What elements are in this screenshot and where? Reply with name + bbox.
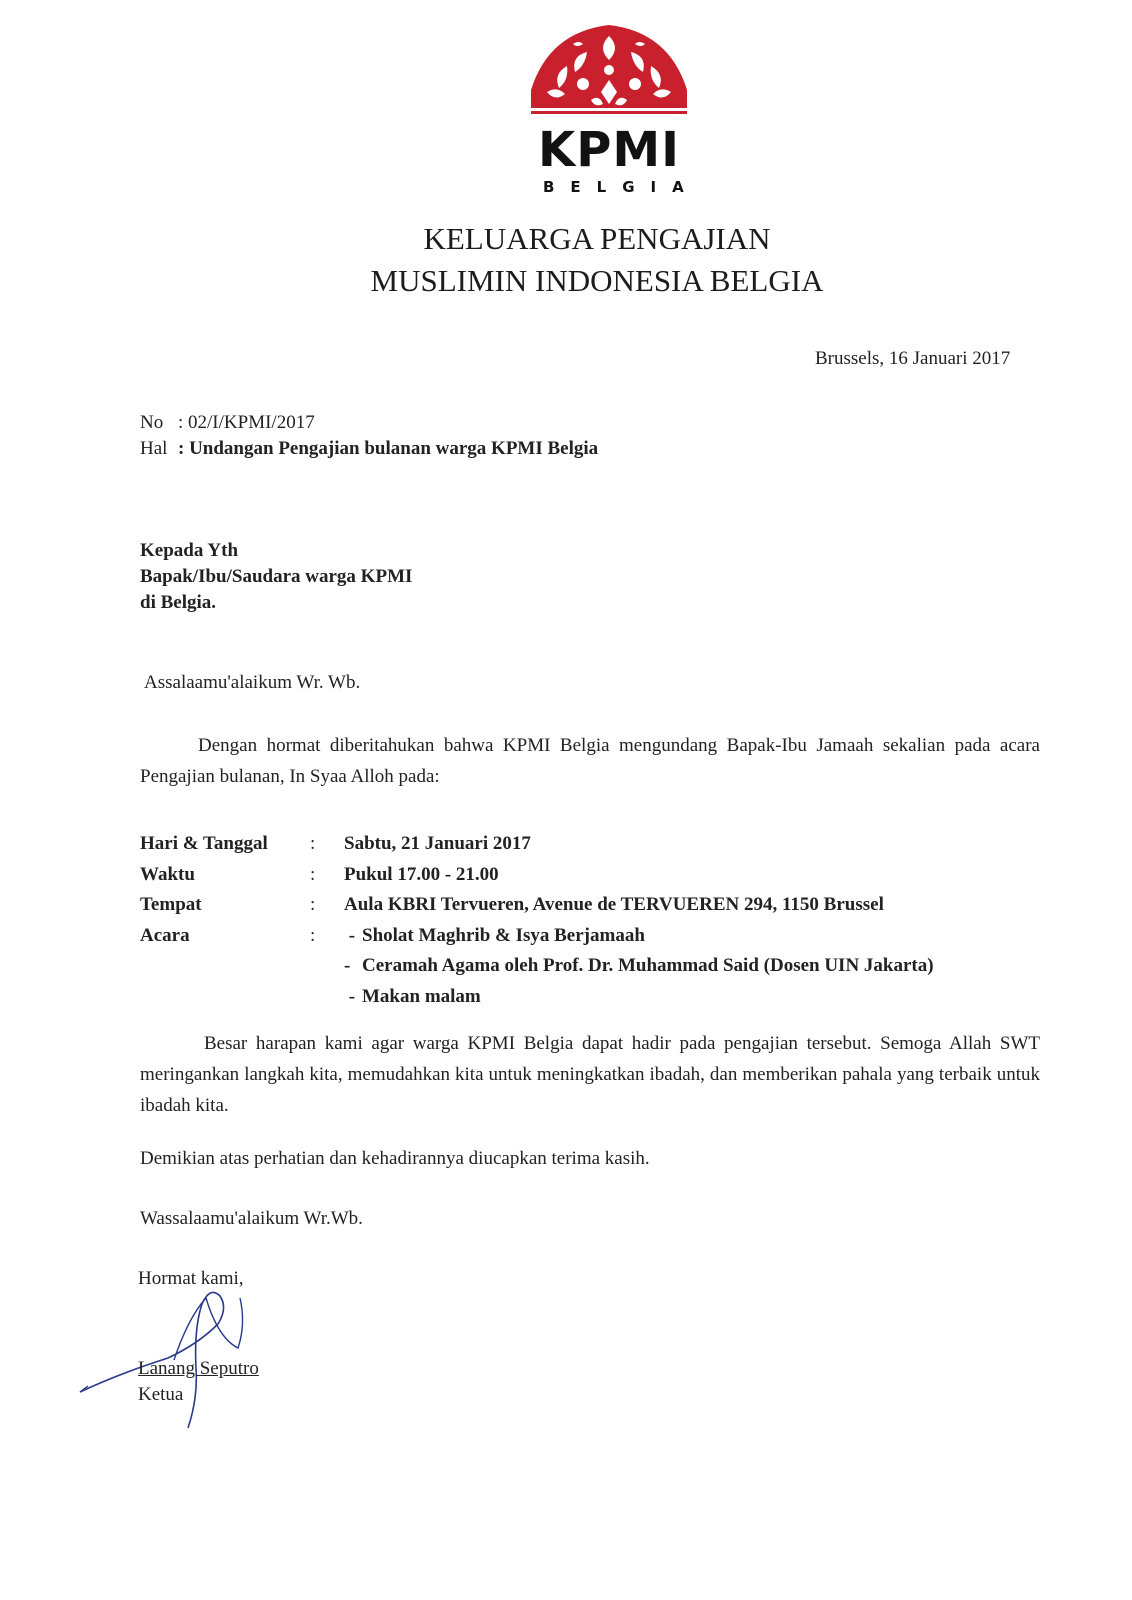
subject-label: Hal xyxy=(140,438,168,459)
agenda-item-text: Sholat Maghrib & Isya Berjamaah xyxy=(362,924,645,946)
agenda-item: - Makan malam xyxy=(344,985,481,1007)
recipient-line-2: Bapak/Ibu/Saudara warga KPMI xyxy=(140,566,413,587)
event-details xyxy=(140,833,1060,1016)
recipient-line-3: di Belgia. xyxy=(140,592,217,613)
recipient-line-1: Kepada Yth xyxy=(140,540,239,561)
regards-text: Hormat kami, xyxy=(138,1268,244,1289)
agenda-label: Acara xyxy=(140,924,190,946)
intro-paragraph: Dengan hormat diberitahukan bahwa KPMI Belgia mengundang Bapak-Ibu Jamaah sekalian pada acara Pengajian bulanan, In Syaa Alloh pada: xyxy=(140,735,1040,787)
logo-wordmark: KPMI xyxy=(538,122,680,178)
opening-greeting: Assalaamu'alaikum Wr. Wb. xyxy=(144,672,361,693)
date-label: Hari & Tanggal xyxy=(140,833,268,854)
closing-greeting: Wassalaamu'alaikum Wr.Wb. xyxy=(140,1208,363,1229)
reference-number-label: No xyxy=(140,412,164,433)
closing-sentence: Demikian atas perhatian dan kehadirannya diucapkan terima kasih. xyxy=(140,1148,650,1169)
separator: : xyxy=(310,924,316,946)
kpmi-logo xyxy=(527,22,700,197)
signatory-role: Ketua xyxy=(138,1384,184,1405)
separator: : xyxy=(310,894,316,915)
detail-row-agenda-2 xyxy=(140,955,1060,986)
agenda-item-text: Makan malam xyxy=(362,985,481,1007)
detail-row-time xyxy=(140,864,1060,895)
letter-date: Brussels, 16 Januari 2017 xyxy=(815,348,1011,369)
detail-row-place xyxy=(140,894,1060,925)
agenda-item: - Ceramah Agama oleh Prof. Dr. Muhammad Said (Dosen UIN Jakarta) xyxy=(344,955,934,976)
date-value: Sabtu, 21 Januari 2017 xyxy=(344,833,531,854)
time-value: Pukul 17.00 - 21.00 xyxy=(344,863,499,885)
org-title-line-2: MUSLIMIN INDONESIA BELGIA xyxy=(370,263,824,298)
subject-value: : Undangan Pengajian bulanan warga KPMI Belgia xyxy=(178,438,599,459)
hope-paragraph: Besar harapan kami agar warga KPMI Belgia dapat hadir pada pengajian tersebut. Semoga Allah SWT meringankan langkah kita, memudahkan kita untuk meningkatkan ibadah, dan memberikan pahala yang terbaik untuk ibadah kita. xyxy=(140,1033,1040,1116)
separator: : xyxy=(310,833,316,854)
agenda-item: - Sholat Maghrib & Isya Berjamaah xyxy=(344,924,645,946)
place-label: Tempat xyxy=(140,894,202,915)
time-label: Waktu xyxy=(140,863,195,885)
detail-row-agenda-3 xyxy=(140,986,1060,1017)
detail-row-date xyxy=(140,833,1060,864)
logo-subtitle: BELGIA xyxy=(543,178,700,196)
organization-title xyxy=(0,218,1132,302)
place-value: Aula KBRI Tervueren, Avenue de TERVUEREN 294, 1150 Brussel xyxy=(344,894,884,915)
subject-row xyxy=(140,438,598,460)
signatory-name: Lanang Seputro xyxy=(138,1358,259,1379)
detail-row-agenda xyxy=(140,925,1060,956)
reference-number-value: : 02/I/KPMI/2017 xyxy=(178,412,315,433)
separator: : xyxy=(310,863,316,885)
org-title-line-1: KELUARGA PENGAJIAN xyxy=(423,221,771,256)
reference-number-row xyxy=(140,412,315,434)
agenda-item-text: Ceramah Agama oleh Prof. Dr. Muhammad Said (Dosen UIN Jakarta) xyxy=(362,955,934,976)
ornament-dome-icon xyxy=(527,22,691,122)
